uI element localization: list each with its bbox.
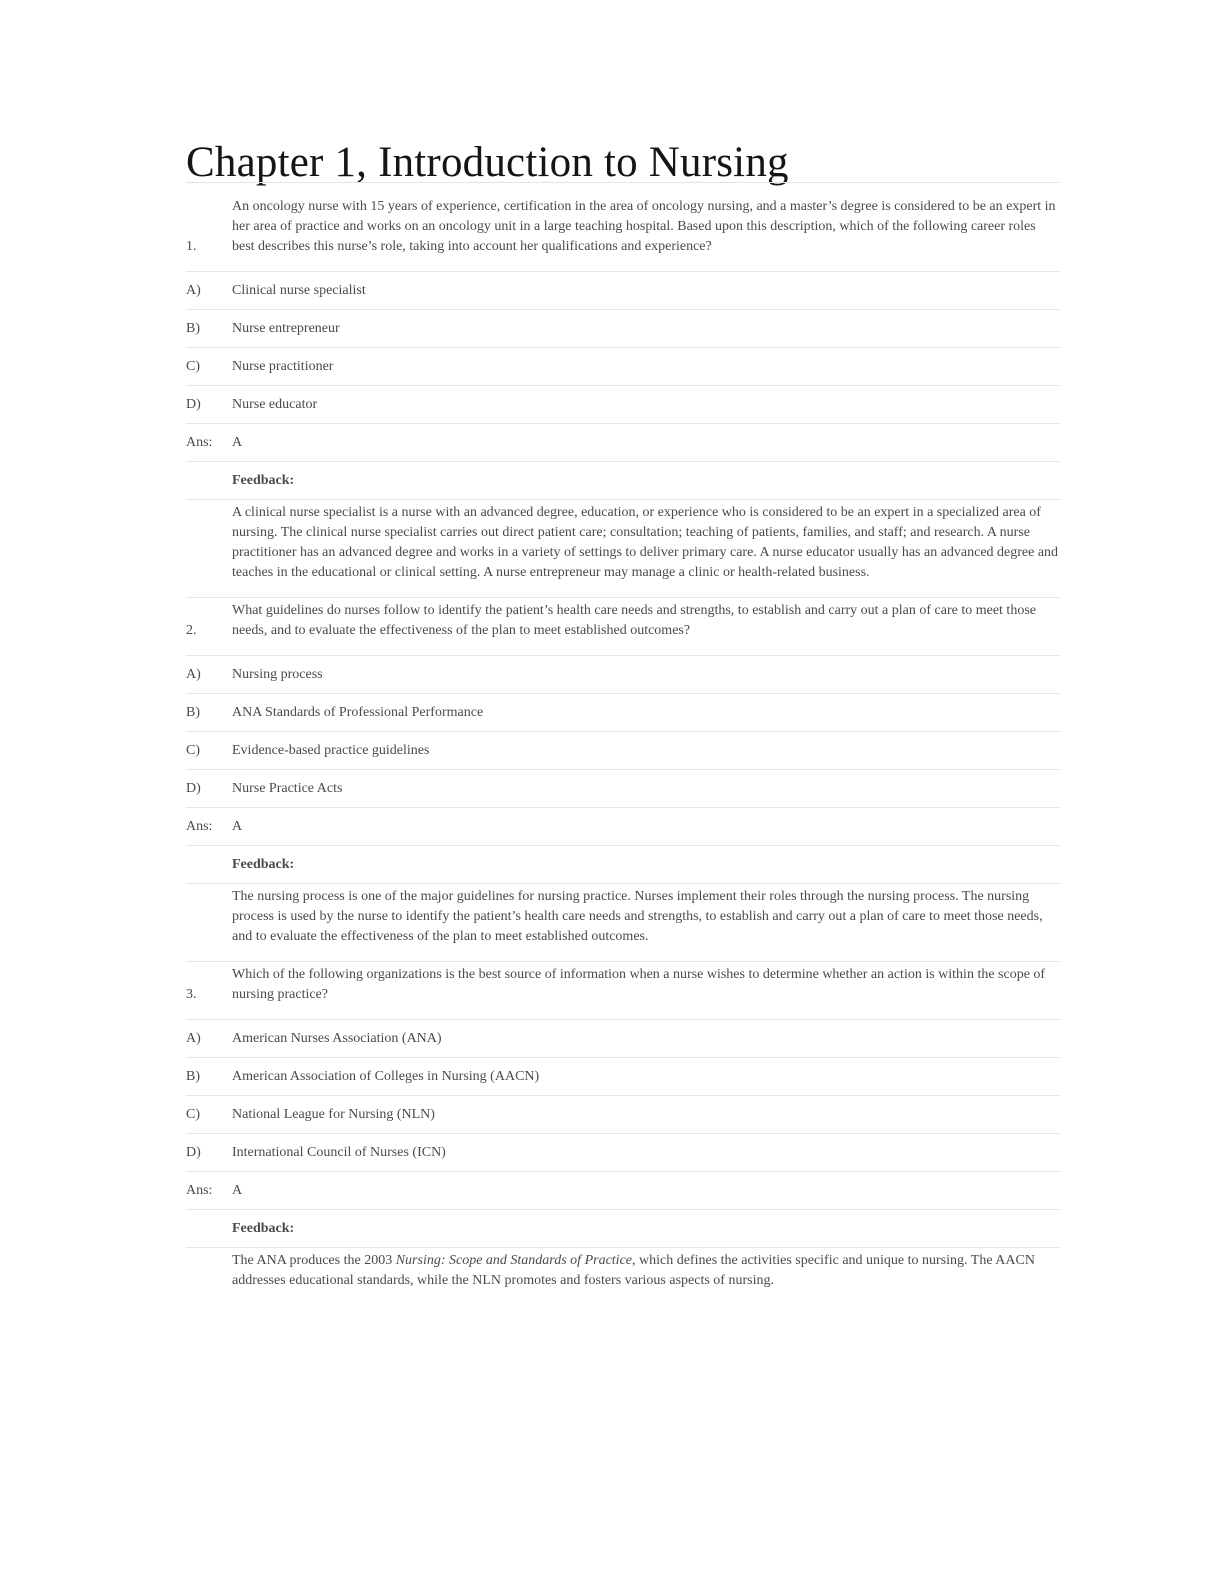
answer-row: [186, 424, 1060, 462]
option-text: American Nurses Association (ANA): [232, 1030, 442, 1046]
question-stem: [186, 598, 1060, 656]
feedback-label: Feedback:: [232, 472, 295, 488]
option-letter: B): [186, 1068, 200, 1084]
option-letter: A): [186, 1030, 201, 1046]
option-text: Nurse practitioner: [232, 358, 334, 374]
answer-option: [186, 656, 1060, 694]
answer-label: Ans:: [186, 818, 213, 834]
option-text: Nurse educator: [232, 396, 318, 412]
question-stem: [186, 962, 1060, 1020]
title-divider: [186, 182, 1060, 183]
answer-label: Ans:: [186, 434, 213, 450]
feedback-heading: [186, 846, 1060, 884]
feedback-body: [186, 1248, 1060, 1305]
feedback-text-end: , which defines the activities specific and unique to nursing. The AACN addresses educational standards, while the NLN promotes and fosters various aspects of nursing.: [232, 1253, 1035, 1288]
question-number: 1.: [186, 239, 197, 254]
option-letter: B): [186, 320, 200, 336]
answer-row: [186, 808, 1060, 846]
feedback-body: [186, 884, 1060, 962]
option-letter: B): [186, 704, 200, 720]
feedback-text: The nursing process is one of the major guidelines for nursing practice. Nurses implement their roles through the nursing process. The nursing process is used by the nurse to identify the patient’s health care needs and strengths, to establish and carry out a plan of care to meet those needs, and to evaluate the effectiveness of the plan to meet established outcomes.: [232, 889, 1043, 944]
feedback-label: Feedback:: [232, 856, 295, 872]
option-letter: D): [186, 780, 201, 796]
answer-value: A: [232, 1182, 243, 1198]
option-text: Nurse entrepreneur: [232, 320, 340, 336]
option-letter: D): [186, 1144, 201, 1160]
feedback-body: [186, 500, 1060, 598]
question-list: [186, 194, 1060, 1305]
option-letter: D): [186, 396, 201, 412]
page-title: Chapter 1, Introduction to Nursing: [186, 139, 789, 186]
answer-value: A: [232, 818, 243, 834]
answer-option: [186, 310, 1060, 348]
option-letter: A): [186, 282, 201, 298]
question-number: 2.: [186, 623, 197, 638]
feedback-heading: [186, 1210, 1060, 1248]
answer-row: [186, 1172, 1060, 1210]
answer-option: [186, 732, 1060, 770]
question-text: An oncology nurse with 15 years of experience, certification in the area of oncology nursing, and a master’s degree is considered to be an expert in her area of practice and works on an oncology unit in a large teaching hospital. Based upon this description, which of the following career roles best describes this nurse’s role, taking into account her qualifications and experience?: [232, 199, 1056, 254]
option-text: Nursing process: [232, 666, 323, 682]
answer-option: [186, 348, 1060, 386]
answer-label: Ans:: [186, 1182, 213, 1198]
answer-option: [186, 386, 1060, 424]
option-letter: C): [186, 742, 200, 758]
option-letter: C): [186, 1106, 200, 1122]
question-stem: [186, 194, 1060, 272]
feedback-heading: [186, 462, 1060, 500]
answer-option: [186, 1096, 1060, 1134]
option-text: Nurse Practice Acts: [232, 780, 343, 796]
answer-option: [186, 1058, 1060, 1096]
question-number: 3.: [186, 987, 197, 1002]
option-text: Evidence-based practice guidelines: [232, 742, 430, 758]
publication-title: Nursing: Scope and Standards of Practice: [395, 1253, 632, 1268]
feedback-text: [232, 1251, 1060, 1291]
option-text: Clinical nurse specialist: [232, 282, 366, 298]
option-letter: A): [186, 666, 201, 682]
feedback-text-start: The ANA produces the 2003: [232, 1253, 396, 1268]
answer-option: [186, 770, 1060, 808]
option-text: American Association of Colleges in Nursing (AACN): [232, 1068, 540, 1084]
option-text: ANA Standards of Professional Performance: [232, 704, 484, 720]
answer-option: [186, 694, 1060, 732]
question-text: Which of the following organizations is the best source of information when a nurse wishes to determine whether an action is within the scope of nursing practice?: [232, 967, 1046, 1002]
answer-option: [186, 1134, 1060, 1172]
feedback-text: A clinical nurse specialist is a nurse with an advanced degree, education, or experience who is considered to be an expert in a specialized area of nursing. The clinical nurse specialist carries out direct patient care; consultation; teaching of patients, families, and staff; and research. A nurse practitioner has an advanced degree and works in a variety of settings to deliver primary care. A nurse educator usually has an advanced degree and teaches in the educational or clinical setting. A nurse entrepreneur may manage a clinic or health-related business.: [232, 505, 1059, 580]
option-text: International Council of Nurses (ICN): [232, 1144, 446, 1160]
question-text: What guidelines do nurses follow to identify the patient’s health care needs and strengths, to establish and carry out a plan of care to meet those needs, and to evaluate the effectiveness of the plan to meet established outcomes?: [232, 603, 1036, 638]
answer-option: [186, 272, 1060, 310]
option-letter: C): [186, 358, 200, 374]
answer-option: [186, 1020, 1060, 1058]
answer-value: A: [232, 434, 243, 450]
feedback-label: Feedback:: [232, 1220, 295, 1236]
option-text: National League for Nursing (NLN): [232, 1106, 435, 1122]
